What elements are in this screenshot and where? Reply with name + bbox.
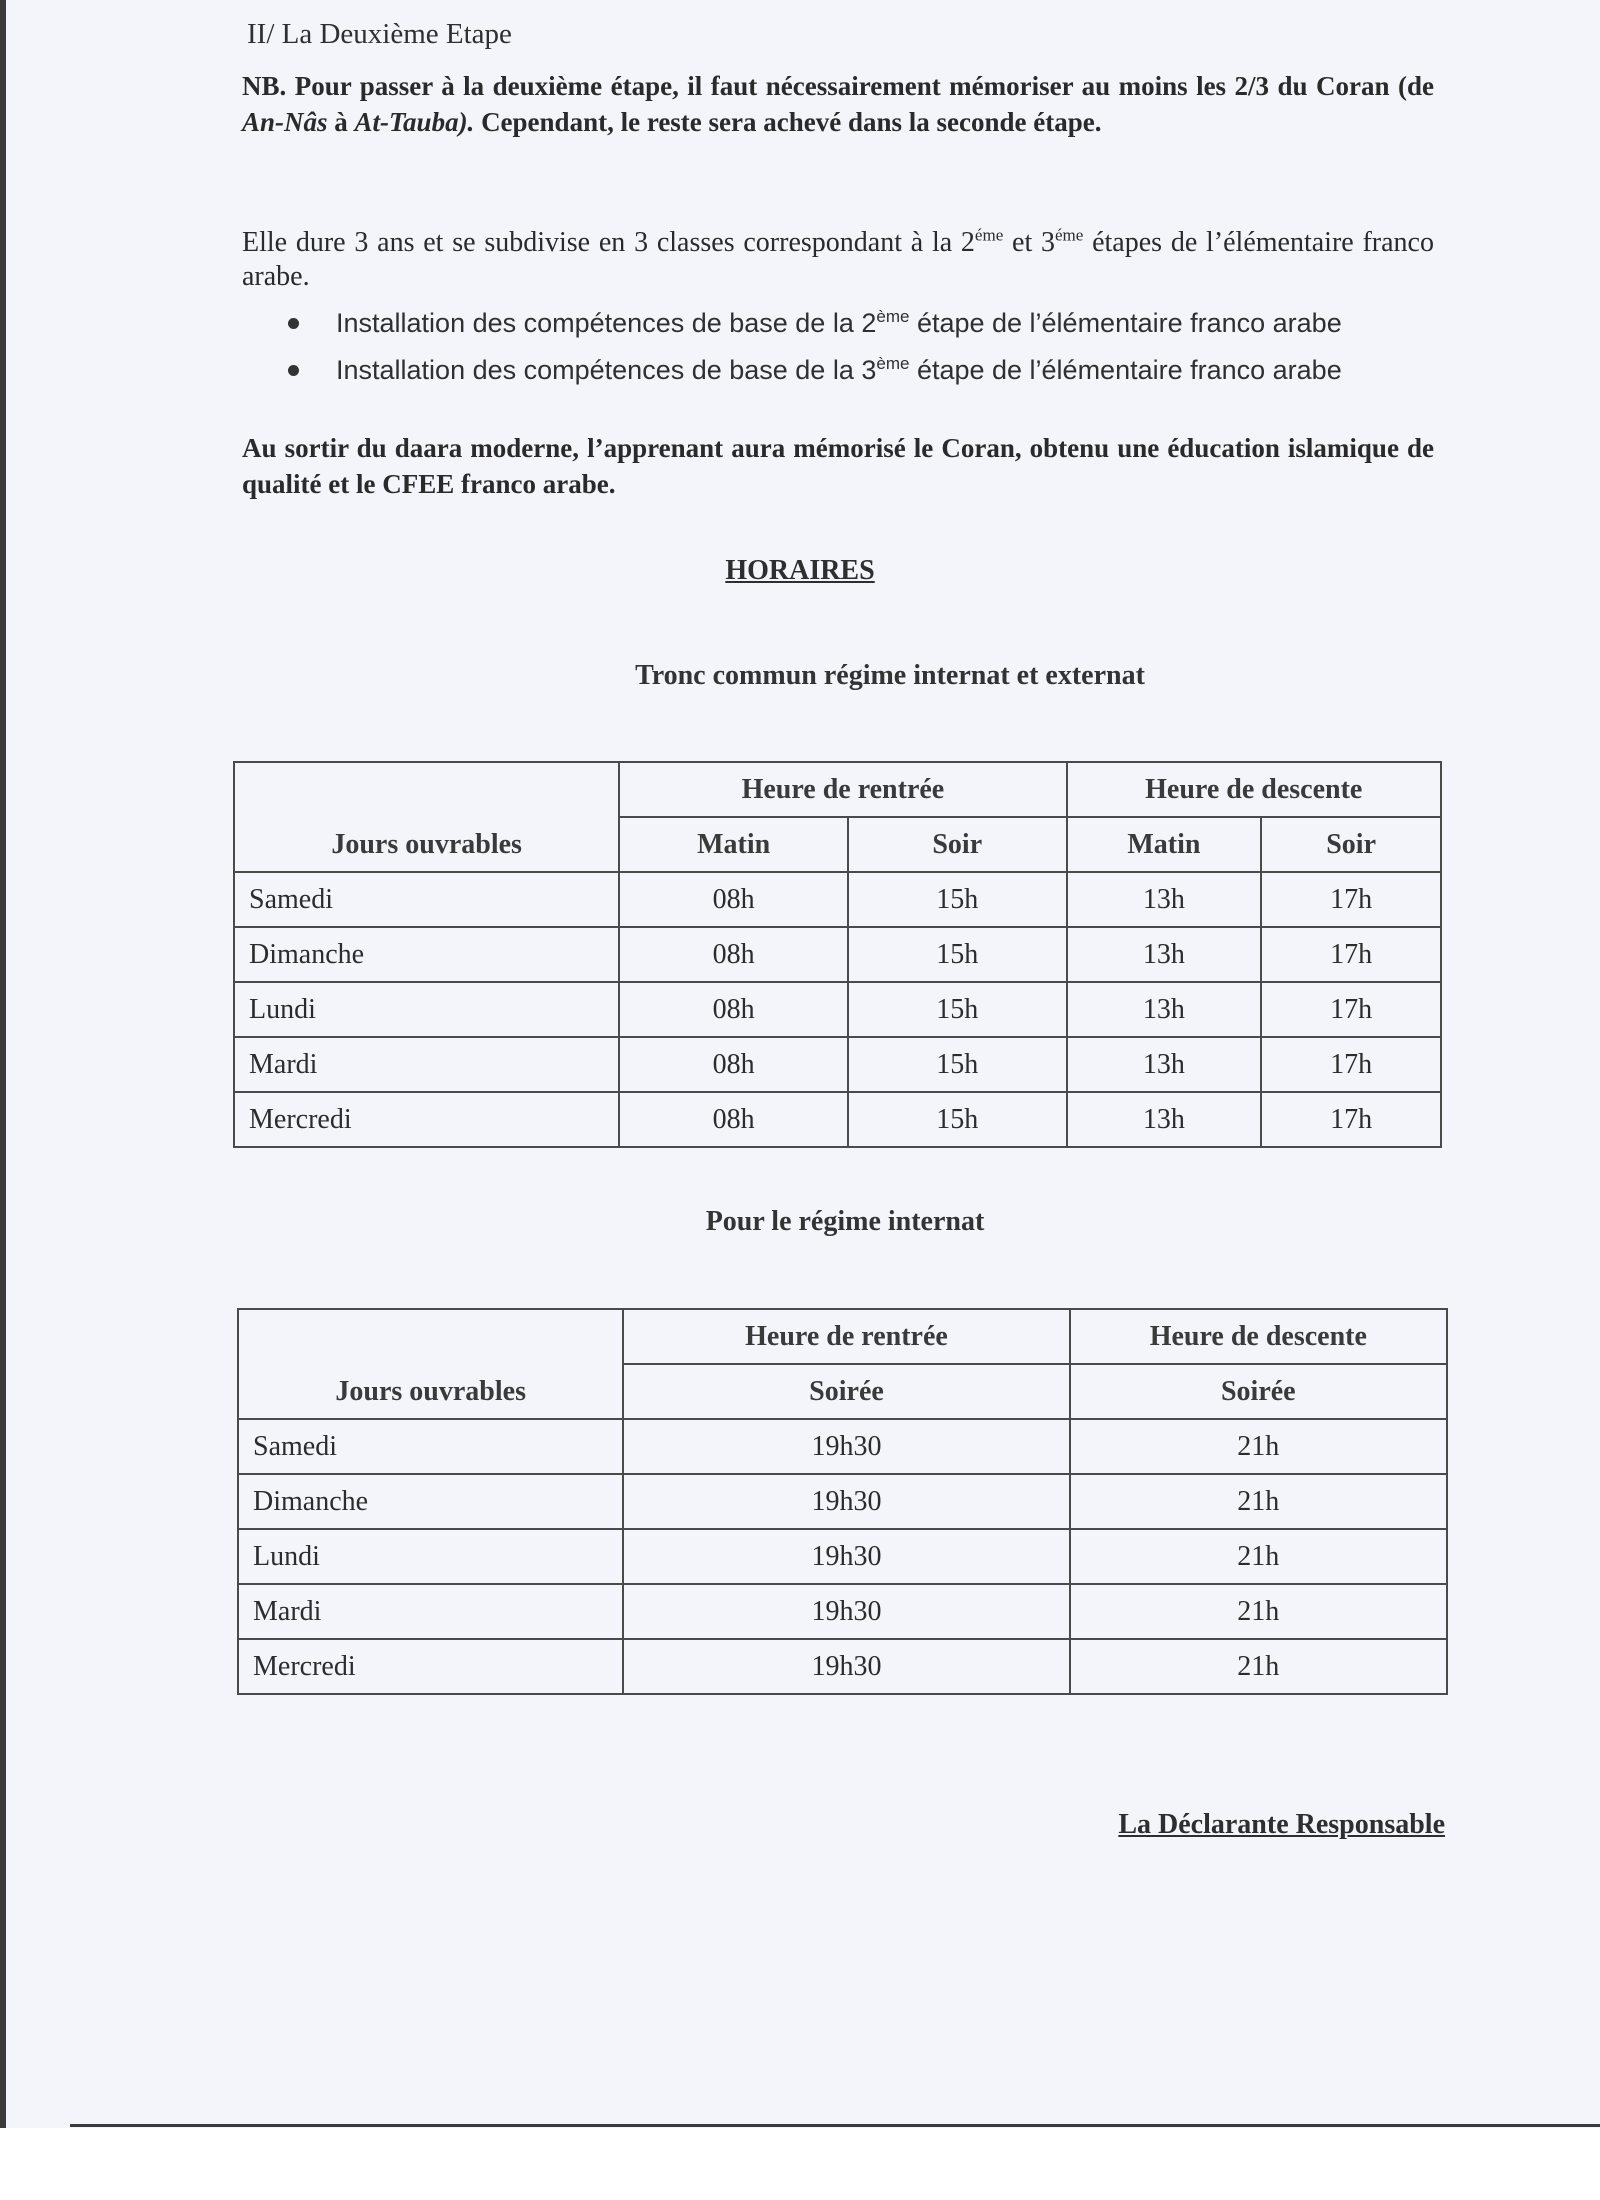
- list-item: Installation des compétences de base de la 2ème étape de l’élémentaire franco arabe: [288, 300, 1438, 347]
- table-row: Samedi 08h 15h 13h 17h: [234, 872, 1441, 927]
- subheader-exit-morning: Matin: [1067, 817, 1262, 872]
- subheader-entry-evening: Soir: [848, 817, 1067, 872]
- table2-heading: Pour le régime internat: [705, 1206, 985, 1237]
- table-row: Mardi 19h30 21h: [238, 1584, 1447, 1639]
- table-row: Dimanche 08h 15h 13h 17h: [234, 927, 1441, 982]
- group-header-exit: Heure de descente: [1070, 1309, 1447, 1364]
- competence-list: [288, 300, 1438, 394]
- group-header-entry: Heure de rentrée: [623, 1309, 1069, 1364]
- scan-bottom-margin: [0, 2128, 1600, 2200]
- subheader-entry-morning: Matin: [619, 817, 848, 872]
- table-row: Dimanche 19h30 21h: [238, 1474, 1447, 1529]
- table1-heading: Tronc commun régime internat et externat: [635, 660, 1145, 691]
- col-header-days: Jours ouvrables: [238, 1309, 623, 1419]
- table-row: Mercredi 19h30 21h: [238, 1639, 1447, 1694]
- surah-at-tauba: At-Tauba).: [354, 107, 475, 137]
- schedule-table-boarding: [237, 1308, 1448, 1695]
- schedule-table-common: [233, 761, 1442, 1148]
- table-row: Mercredi 08h 15h 13h 17h: [234, 1092, 1441, 1147]
- section-title: II/ La Deuxième Etape: [247, 18, 512, 50]
- surah-an-nas: An-Nâs: [242, 107, 328, 137]
- group-header-entry: Heure de rentrée: [619, 762, 1066, 817]
- subheader-exit-evening: Soirée: [1070, 1364, 1447, 1419]
- col-header-days: Jours ouvrables: [234, 762, 619, 872]
- subheader-entry-evening: Soirée: [623, 1364, 1069, 1419]
- duration-paragraph: Elle dure 3 ans et se subdivise en 3 classes correspondant à la $2^{éme}$ et $3^{éme}$ étapes de l’élémentaire franco arabe.: [242, 225, 1434, 292]
- table-row: Lundi 08h 15h 13h 17h: [234, 982, 1441, 1037]
- table-row: Samedi 19h30 21h: [238, 1419, 1447, 1474]
- outro-paragraph: Au sortir du daara moderne, l’apprenant aura mémorisé le Coran, obtenu une éducation islamique de qualité et le CFEE franco arabe.: [242, 433, 1434, 499]
- horaires-heading: HORAIRES: [725, 555, 875, 586]
- subheader-exit-evening: Soir: [1261, 817, 1441, 872]
- table-row: Mardi 08h 15h 13h 17h: [234, 1037, 1441, 1092]
- table-row: Lundi 19h30 21h: [238, 1529, 1447, 1584]
- bullet-icon: [288, 365, 299, 376]
- list-item: Installation des compétences de base de la 3ème étape de l’élémentaire franco arabe: [288, 347, 1438, 394]
- group-header-exit: Heure de descente: [1067, 762, 1441, 817]
- nb-paragraph: NB. Pour passer à la deuxième étape, il faut nécessairement mémoriser au moins les 2/3 du Coran (de An-Nâs à At-Tauba). Cependant, le reste sera achevé dans la seconde étape.: [242, 71, 1434, 137]
- signature-line: La Déclarante Responsable: [1118, 1809, 1445, 1840]
- scan-left-edge: [0, 0, 6, 2200]
- bullet-icon: [288, 318, 299, 329]
- scan-bottom-edge: [70, 2124, 1600, 2127]
